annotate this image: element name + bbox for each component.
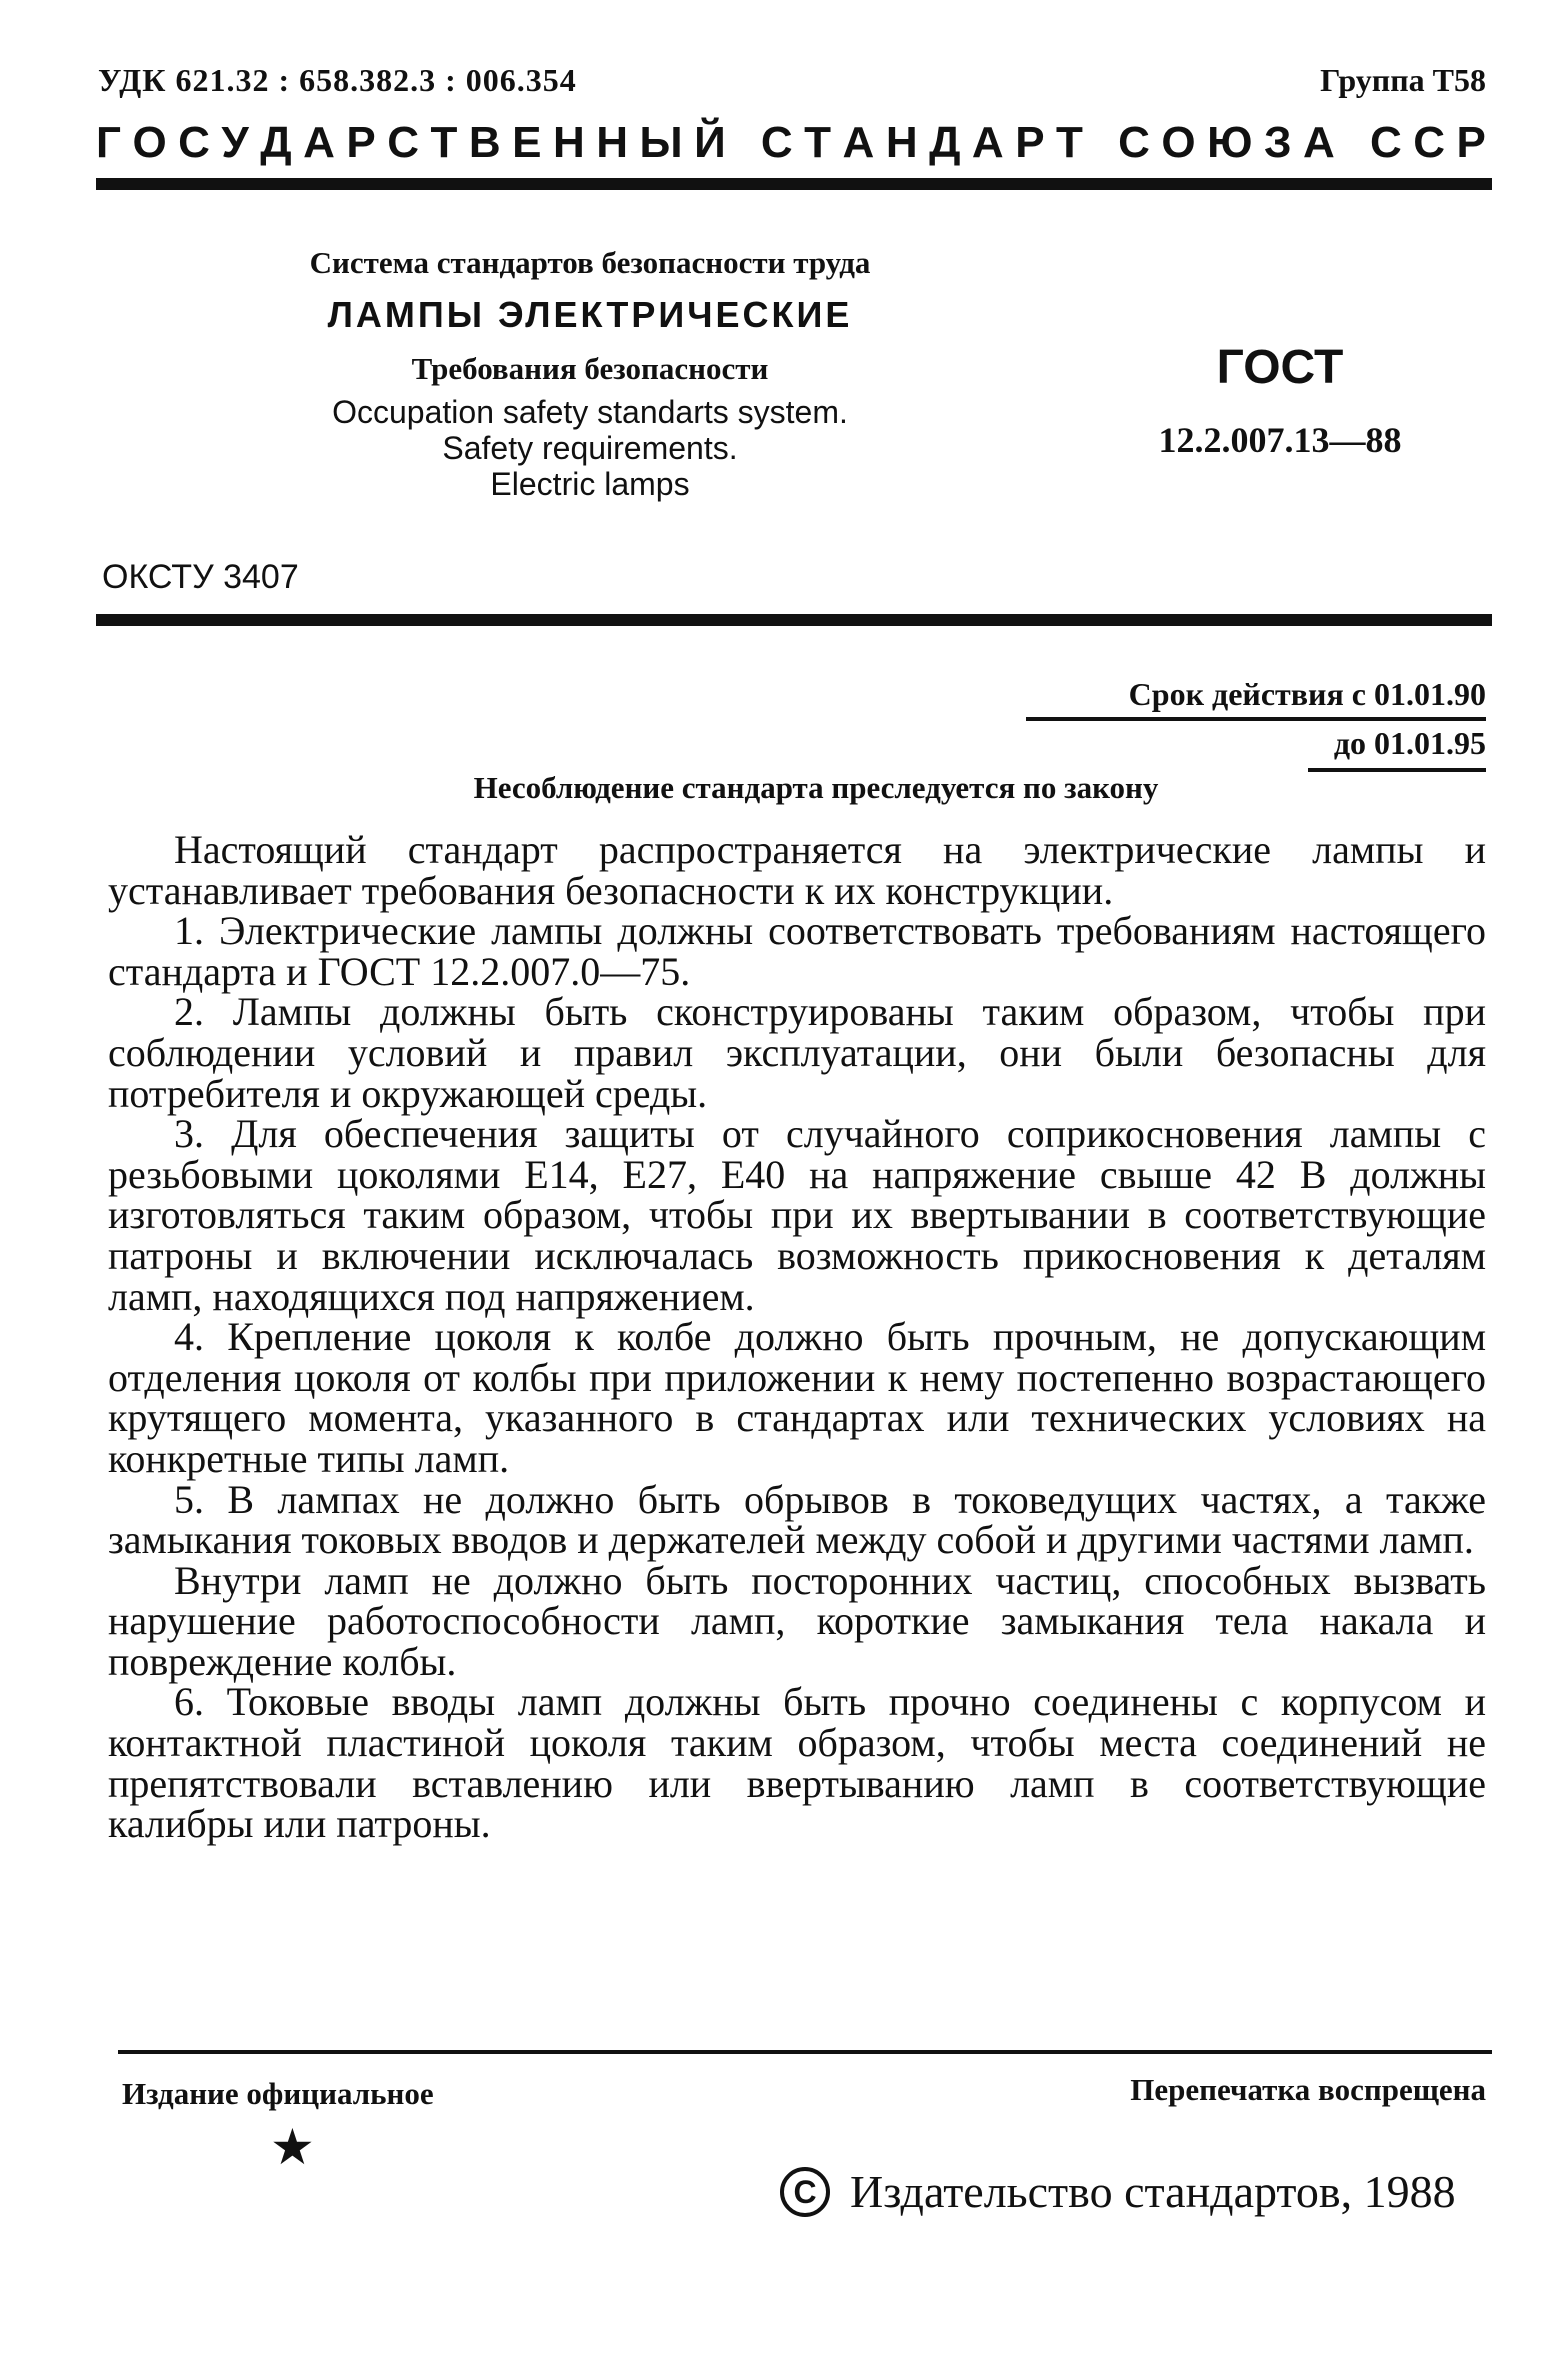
heading-letter: А	[971, 118, 1004, 167]
heading-letter: С	[760, 118, 793, 167]
paragraph: 5. В лампах не должно быть обрывов в токоведущих частях, а также замыкания токовых вводов и держателей между собой и другими частями ламп.	[108, 1476, 1486, 1563]
heading-letter: Д	[929, 118, 961, 167]
validity-to: до 01.01.95	[1308, 721, 1486, 772]
publisher: Издательство стандартов, 1988	[850, 2166, 1456, 2217]
paragraph: Настоящий стандарт распространяется на электрические лампы и устанавливает требования безопасности к их конструкции.	[108, 827, 1486, 913]
footer-rule	[118, 2050, 1492, 2054]
copyright-line	[780, 2165, 1456, 2218]
heading-letter: В	[468, 118, 501, 167]
document-subtitle: Требования безопасности	[411, 351, 769, 386]
paragraph: 6. Токовые вводы ламп должны быть прочно соединены с корпусом и контактной пластиной цоколя таким образом, чтобы места соединений не препятствовали вставлению или ввертыванию ламп в соответствующие калибры или патроны.	[108, 1679, 1486, 1847]
law-notice: Несоблюдение стандарта преследуется по закону	[473, 770, 1159, 805]
heading-letter	[1094, 118, 1106, 168]
heading-letter: Ы	[639, 118, 683, 167]
heading-letter: Н	[885, 118, 918, 167]
english-title-line-2: Safety requirements.	[442, 430, 738, 466]
heading-letter: А	[842, 118, 875, 167]
heading-letter: Ю	[1207, 118, 1253, 167]
heading-letter: А	[1303, 118, 1335, 167]
title-block	[200, 240, 980, 502]
english-title-line-1: Occupation safety standarts system.	[332, 394, 848, 430]
heading-letter: Й	[694, 118, 726, 167]
heading-letter	[1346, 118, 1358, 168]
paragraph: 3. Для обеспечения защиты от случайного соприкосновения лампы с резьбовыми цоколями Е14, Е27, Е40 на напряжение свыше 42 В должны изготовляться таким образом, чтобы при их ввертывании в соответствующие патроны и включении исключалась возможность прикосновения к деталям ламп, находящихся под напряжением.	[108, 1111, 1486, 1319]
heading-letter: Т	[804, 118, 832, 167]
paragraph: 1. Электрические лампы должны соответствовать требованиям настоящего стандарта и ГОСТ 12.2.007.0—75.	[108, 908, 1486, 994]
heading-letter: С	[1118, 118, 1150, 167]
heading-letter: Г	[96, 118, 121, 167]
gost-label: ГОСТ	[1216, 341, 1344, 394]
paragraph: 2. Лампы должны быть сконструированы таким образом, чтобы при соблюдении условий и правил эксплуатации, они были безопасны для потребителя и окружающей среды.	[108, 989, 1486, 1116]
validity-period	[1026, 676, 1486, 772]
system-title: Система стандартов безопасности труда	[309, 245, 871, 280]
header-rule	[96, 178, 1492, 190]
paragraph: Внутри ламп не должно быть посторонних частиц, способных вызвать нарушение работоспособности ламп, короткие замыкания тела накала и повреждение колбы.	[108, 1557, 1486, 1684]
heading-letter: Е	[512, 118, 542, 167]
heading-letter: Р	[1456, 118, 1486, 167]
heading-letter: С	[387, 118, 420, 167]
gost-designation	[1100, 340, 1460, 461]
heading-letter: З	[1263, 118, 1292, 167]
heading-letter: Н	[552, 118, 585, 167]
title-rule	[96, 614, 1492, 626]
group-code: Группа Т58	[1320, 62, 1486, 98]
english-title-line-3: Electric lamps	[490, 466, 690, 502]
heading-letter: Н	[596, 118, 629, 167]
heading-letter: С	[1370, 118, 1402, 167]
heading-letter	[737, 118, 749, 168]
reprint-prohibited: Перепечатка воспрещена	[1130, 2072, 1486, 2107]
heading-letter: У	[221, 118, 249, 167]
document-name: ЛАМПЫ ЭЛЕКТРИЧЕСКИЕ	[327, 294, 853, 335]
udk-code: УДК 621.32 : 658.382.3 : 006.354	[98, 62, 577, 98]
star-icon: ★	[270, 2119, 315, 2175]
heading-letter: О	[1161, 118, 1196, 167]
heading-letter: Т	[430, 118, 458, 167]
official-edition: Издание официальное	[122, 2076, 434, 2111]
paragraph: 4. Крепление цоколя к колбе должно быть прочным, не допускающим отделения цоколя от колбы при приложении к нему постепенно возрастающего крутящего момента, указанного в стандартах или технических условиях на конкретные типы ламп.	[108, 1314, 1486, 1481]
heading-letter: А	[303, 118, 335, 167]
body-text	[108, 827, 1486, 1847]
validity-from: Срок действия с 01.01.90	[1026, 676, 1486, 721]
oksu-code: ОКСТУ 3407	[102, 558, 299, 596]
state-standard-heading	[96, 118, 1486, 168]
heading-letter: С	[178, 118, 210, 167]
copyright-icon: C	[780, 2167, 830, 2217]
heading-letter: Р	[346, 118, 376, 167]
heading-letter: Д	[260, 118, 292, 167]
heading-letter: Т	[1056, 118, 1083, 167]
heading-letter: Р	[1015, 118, 1045, 167]
heading-letter: С	[1413, 118, 1446, 167]
gost-number: 12.2.007.13—88	[1158, 420, 1402, 460]
heading-letter: О	[132, 118, 167, 167]
